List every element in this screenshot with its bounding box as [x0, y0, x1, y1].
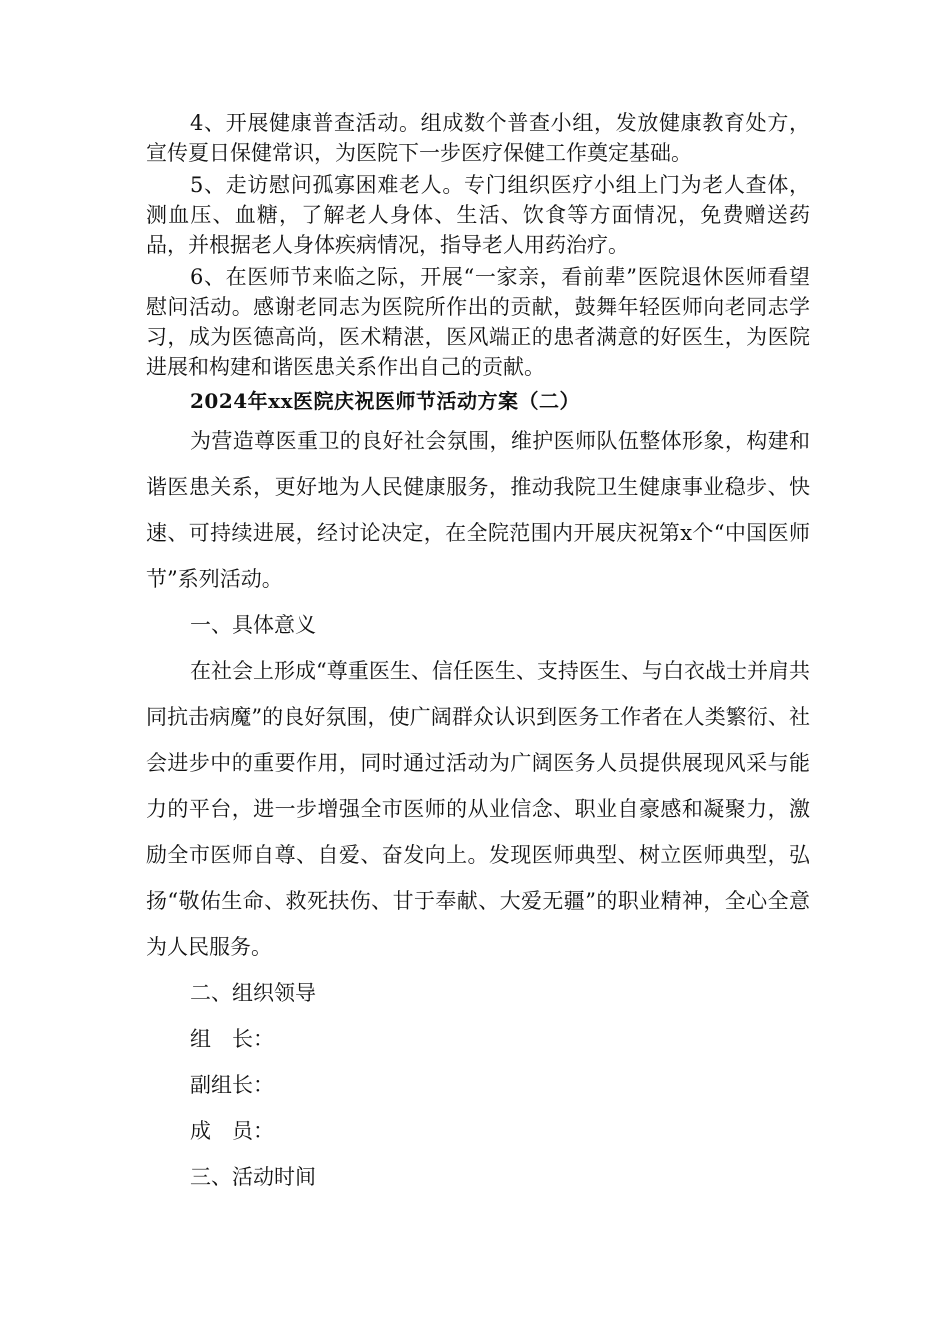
- plan-two-heading: 2024年xx医院庆祝医师节活动方案（二）: [190, 389, 581, 413]
- section-title-meaning: 一、具体意义: [190, 613, 316, 637]
- document-page: [146, 108, 810, 1200]
- meaning-paragraph: 在社会上形成“尊重医生、信任医生、支持医生、与白衣战士并肩共同抗击病魔”的良好氛围，使广阔群众认识到医务工作者在人类繁衍、社会进步中的重要作用，同时通过活动为广阔医务人员提供展现风采与能力的平台，进一步增强全市医师的从业信念、职业自豪感和凝聚力，激励全市医师自尊、自爱、奋发向上。发现医师典型、树立医师典型，弘扬“敬佑生命、救死扶伤、甘于奉献、大爱无疆”的职业精神，全心全意为人民服务。: [146, 659, 810, 959]
- paragraph-item-6: 6、在医师节来临之际，开展“一家亲，看前辈”医院退休医师看望慰问活动。感谢老同志为医院所作出的贡献，鼓舞年轻医师向老同志学习，成为医德高尚，医术精湛，医风端正的患者满意的好医生，为医院进展和构建和谐医患关系作出自己的贡献。: [146, 265, 810, 379]
- section-plan-two: [146, 418, 810, 1200]
- org-members-line: 成 员：: [190, 1119, 274, 1143]
- paragraph-item-4: 4、开展健康普查活动。组成数个普查小组，发放健康教育处方，宣传夏日保健常识，为医院下一步医疗保健工作奠定基础。: [146, 111, 810, 165]
- plan-intro-paragraph: 为营造尊医重卫的良好社会氛围，维护医师队伍整体形象，构建和谐医患关系，更好地为人民健康服务，推动我院卫生健康事业稳步、快速、可持续进展，经讨论决定，在全院范围内开展庆祝第x个“中国医师节”系列活动。: [146, 429, 810, 591]
- section-activities-list: [146, 108, 810, 382]
- section-title-organization: 二、组织领导: [190, 981, 316, 1005]
- paragraph-item-5: 5、走访慰问孤寡困难老人。专门组织医疗小组上门为老人查体，测血压、血糖，了解老人身体、生活、饮食等方面情况，免费赠送药品，并根据老人身体疾病情况，指导老人用药治疗。: [146, 173, 810, 257]
- org-leader-line: 组 长：: [190, 1027, 274, 1051]
- section-title-time: 三、活动时间: [190, 1165, 316, 1189]
- org-deputy-line: 副组长：: [190, 1073, 274, 1097]
